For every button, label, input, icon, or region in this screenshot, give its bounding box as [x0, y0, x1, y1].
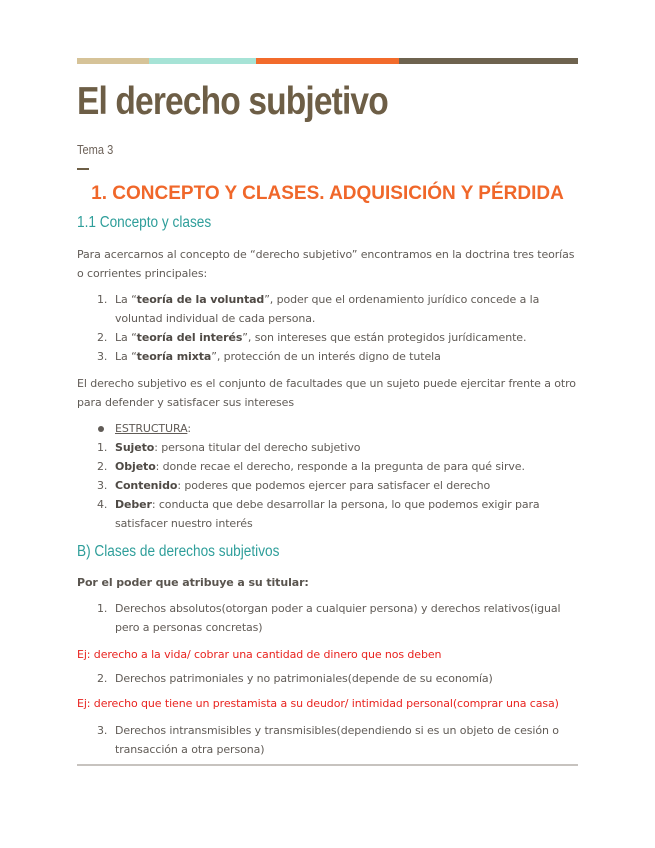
- color-bar-segment-mint: [149, 58, 256, 64]
- example-1: Ej: derecho a la vida/ cobrar una cantidad de dinero que nos deben: [77, 648, 442, 661]
- list-text: Objeto: donde recae el derecho, responde a la pregunta de para qué sirve.: [115, 460, 525, 473]
- list-text: Sujeto: persona titular del derecho subjetivo: [115, 441, 361, 454]
- document-title: El derecho subjetivo: [77, 80, 388, 123]
- list-text: Derechos patrimoniales y no patrimoniales(depende de su economía): [115, 672, 493, 685]
- list-number: 1.: [97, 293, 108, 306]
- heading-classes: B) Clases de derechos subjetivos: [77, 543, 280, 560]
- list-text: La “teoría mixta”, protección de un interés digno de tutela: [115, 350, 441, 363]
- list-text: La “teoría de la voluntad”, poder que el ordenamiento jurídico concede a la voluntad individual de cada persona.: [115, 293, 540, 325]
- list-number: 1.: [97, 441, 108, 454]
- list-number: 3.: [97, 350, 108, 363]
- list-text: La “teoría del interés”, son intereses que están protegidos jurídicamente.: [115, 331, 527, 344]
- list-number: 3.: [97, 479, 108, 492]
- heading-1: 1. CONCEPTO Y CLASES. ADQUISICIÓN Y PÉRDIDA: [91, 183, 564, 204]
- list-number: 2.: [97, 672, 108, 685]
- list-text: Deber: conducta que debe desarrollar la persona, lo que podemos exigir para satisfacer nuestro interés: [115, 498, 540, 530]
- list-number: 3.: [97, 724, 108, 737]
- color-bar-segment-orange: [256, 58, 399, 64]
- intro-paragraph: Para acercarnos al concepto de “derecho subjetivo” encontramos en la doctrina tres teorías o corrientes principales:: [77, 248, 575, 280]
- heading-concept: 1.1 Concepto y clases: [77, 214, 212, 231]
- header-color-bar: [77, 58, 578, 64]
- list-text: Derechos absolutos(otorgan poder a cualquier persona) y derechos relativos(igual pero a personas concretas): [115, 602, 561, 634]
- list-number: 2.: [97, 460, 108, 473]
- color-bar-segment-tan: [77, 58, 149, 64]
- power-heading: Por el poder que atribuye a su titular:: [77, 576, 309, 589]
- list-number: 4.: [97, 498, 108, 511]
- color-bar-segment-brown: [399, 58, 578, 64]
- document-subtitle: Tema 3: [77, 142, 114, 157]
- structure-label: ESTRUCTURA:: [115, 422, 191, 435]
- list-text: Derechos intransmisibles y transmisibles(dependiendo si es un objeto de cesión o transacción a otra persona): [115, 724, 559, 756]
- subtitle-rule: [77, 168, 89, 170]
- list-text: Contenido: poderes que podemos ejercer para satisfacer el derecho: [115, 479, 491, 492]
- example-2: Ej: derecho que tiene un prestamista a su deudor/ intimidad personal(comprar una casa): [77, 697, 559, 710]
- bullet-icon: [98, 426, 104, 432]
- footer-rule: [77, 764, 578, 766]
- list-number: 1.: [97, 602, 108, 615]
- definition-paragraph: El derecho subjetivo es el conjunto de facultades que un sujeto puede ejercitar frente a otro para defender y satisfacer sus intereses: [77, 377, 576, 409]
- list-number: 2.: [97, 331, 108, 344]
